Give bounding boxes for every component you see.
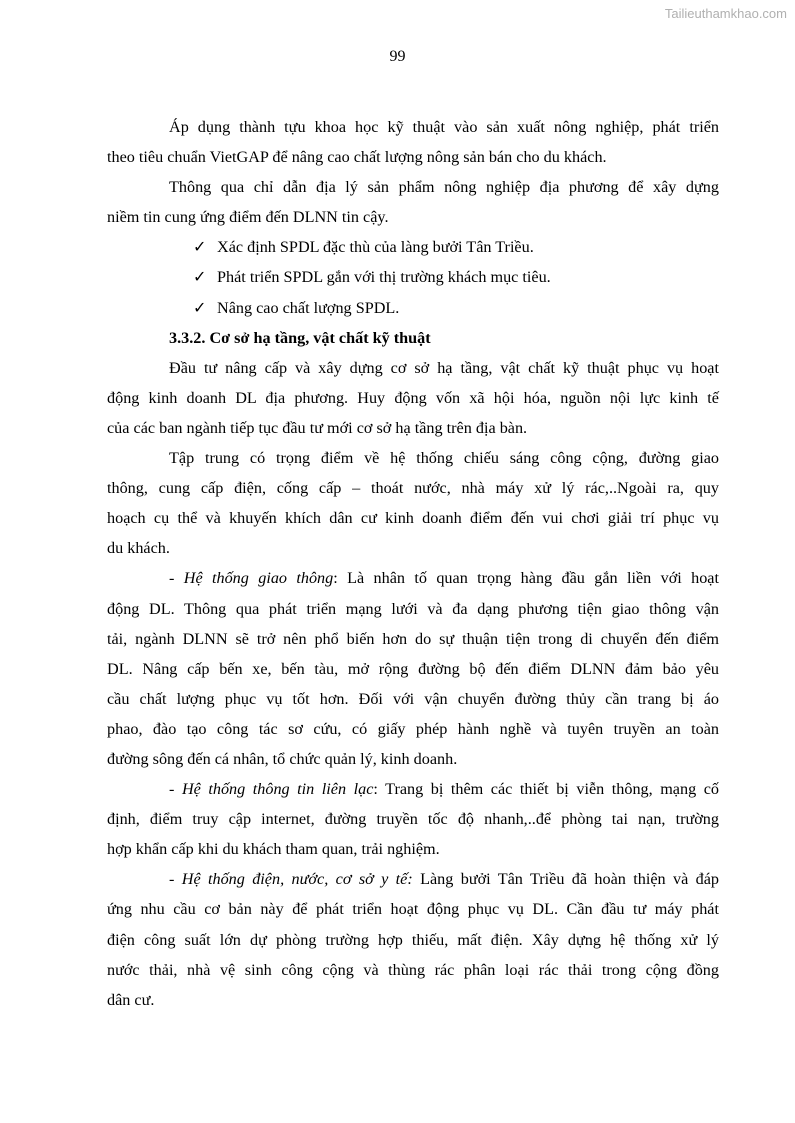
- text-line: DL. Nâng cấp bến xe, bến tàu, mở rộng đường bộ đến điểm DLNN đảm bảo yêu: [107, 659, 719, 678]
- text-line: hoạch cụ thể và khuyến khích dân cư kinh doanh điểm đến vui chơi giải trí phục vụ: [107, 509, 719, 528]
- text-line: nước thải, nhà vệ sinh công cộng và thùng rác phân loại rác thải trong cộng đồng: [107, 960, 719, 979]
- text-line: Tập trung có trọng điểm về hệ thống chiếu sáng công cộng, đường giao: [169, 449, 719, 468]
- bullet-item: [107, 262, 719, 292]
- bullet-item: [107, 232, 719, 262]
- text-line: du khách.: [107, 539, 170, 558]
- text-line: động DL. Thông qua phát triển mạng lưới và đa dạng phương tiện giao thông vận: [107, 599, 719, 618]
- check-icon: ✓: [193, 268, 207, 287]
- bullet-item: [107, 293, 719, 323]
- text-line: niềm tin cung ứng điểm đến DLNN tin cậy.: [107, 208, 389, 227]
- text-line: thông, cung cấp điện, cống cấp – thoát nước, nhà máy xử lý rác,..Ngoài ra, quy: [107, 479, 719, 498]
- check-icon: ✓: [193, 238, 207, 257]
- text-line: [107, 774, 719, 804]
- text-line: Đầu tư nâng cấp và xây dựng cơ sở hạ tầng, vật chất kỹ thuật phục vụ hoạt: [169, 358, 719, 377]
- text-line: tải, ngành DLNN sẽ trở nên phổ biến hơn do sự thuận tiện trong di chuyển đến điểm: [107, 629, 719, 648]
- dash-prefix: -: [169, 569, 184, 588]
- check-icon: ✓: [193, 298, 207, 317]
- text-run: : Là nhân tố quan trọng hàng đầu gắn liền với hoạt: [333, 569, 719, 588]
- text-line: ứng nhu cầu cơ bản này để phát triển hoạt động phục vụ DL. Cần đầu tư máy phát: [107, 900, 719, 919]
- document-body: [107, 112, 719, 1015]
- bullet-list: [107, 232, 719, 322]
- text-line: điện công suất lớn dự phòng trường hợp thiếu, mất điện. Xây dựng hệ thống xử lý: [107, 930, 719, 949]
- text-line: phao, đào tạo công tác sơ cứu, có giấy phép hành nghề và tuyên truyền an toàn: [107, 719, 719, 738]
- dash-prefix: -: [169, 780, 182, 799]
- paragraph-focus-areas: [107, 443, 719, 563]
- italic-term: Hệ thống giao thông: [183, 569, 334, 588]
- section-heading: 3.3.2. Cơ sở hạ tầng, vật chất kỹ thuật: [169, 328, 431, 347]
- paragraph-geo-indication: [107, 172, 719, 232]
- text-line: động kinh doanh DL địa phương. Huy động vốn xã hội hóa, nguồn nội lực kinh tế: [107, 388, 719, 407]
- text-run: Làng bưởi Tân Triều đã hoàn thiện và đáp: [412, 870, 719, 889]
- text-line: cầu chất lượng phục vụ tốt hơn. Đối với vận chuyển đường thủy cần trang bị áo: [107, 689, 719, 708]
- page-number: 99: [389, 48, 406, 65]
- text-line: [107, 563, 719, 593]
- text-line: dân cư.: [107, 990, 155, 1009]
- bullet-text: Phát triển SPDL gắn với thị trường khách mục tiêu.: [217, 268, 551, 287]
- paragraph-agri-tech: [107, 112, 719, 172]
- dash-prefix: -: [169, 870, 182, 889]
- bullet-text: Xác định SPDL đặc thù của làng bưởi Tân Triều.: [217, 238, 534, 257]
- paragraph-transport-system: [107, 563, 719, 774]
- text-line: Áp dụng thành tựu khoa học kỹ thuật vào sản xuất nông nghiệp, phát triển: [169, 118, 719, 136]
- watermark: Tailieuthamkhao.com: [664, 6, 787, 21]
- text-line: [107, 864, 719, 894]
- paragraph-infrastructure-investment: [107, 353, 719, 443]
- text-line: Thông qua chỉ dẫn địa lý sản phẩm nông nghiệp địa phương để xây dựng: [169, 178, 719, 197]
- italic-term: Hệ thống điện, nước, cơ sở y tế:: [181, 870, 413, 889]
- paragraph-utilities-system: [107, 864, 719, 1014]
- text-line: hợp khẩn cấp khi du khách tham quan, trải nghiệm.: [107, 840, 440, 859]
- italic-term: Hệ thống thông tin liên lạc: [181, 780, 374, 799]
- text-run: : Trang bị thêm các thiết bị viễn thông, mạng cố: [373, 780, 719, 799]
- text-line: định, điểm truy cập internet, đường truyền tốc độ nhanh,..để phòng tai nạn, trường: [107, 810, 719, 829]
- text-line: đường sông đến cá nhân, tổ chức quản lý, kinh doanh.: [107, 749, 458, 768]
- text-line: theo tiêu chuẩn VietGAP để nâng cao chất lượng nông sản bán cho du khách.: [107, 148, 607, 167]
- bullet-text: Nâng cao chất lượng SPDL.: [217, 298, 400, 317]
- text-line: của các ban ngành tiếp tục đầu tư mới cơ sở hạ tầng trên địa bàn.: [107, 418, 528, 437]
- paragraph-communication-system: [107, 774, 719, 864]
